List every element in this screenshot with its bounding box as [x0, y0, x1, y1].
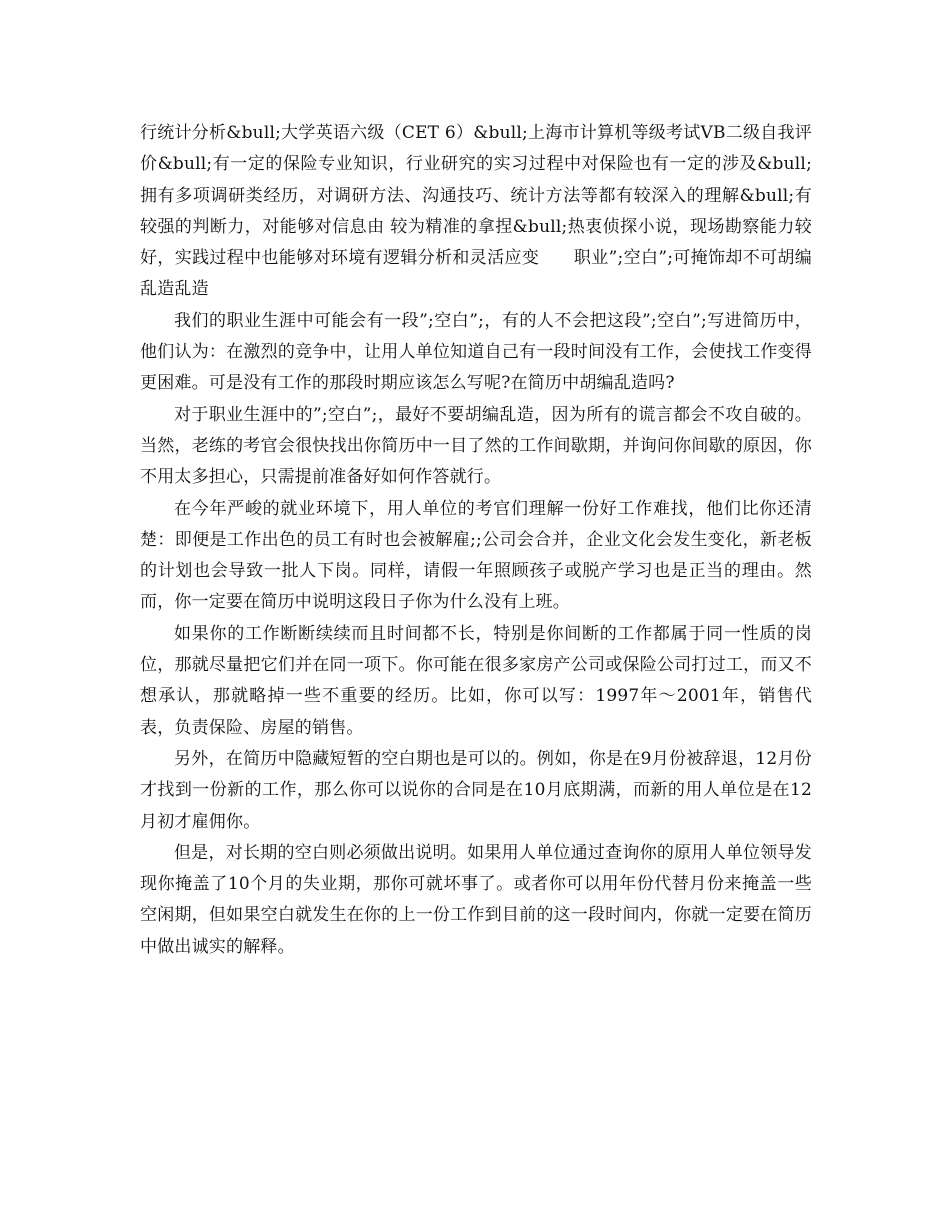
document-body — [140, 118, 812, 963]
paragraph-short-jobs: 如果你的工作断断续续而且时间都不长，特别是你间断的工作都属于同一性质的岗位，那就尽量把它们并在同一项下。你可能在很多家房产公司或保险公司打过工，而又不想承认，那就略掉一些不重要的经历。比如，你可以写：1997年～2001年，销售代表，负责保险、房屋的销售。 — [140, 623, 812, 738]
paragraph-short-gaps: 另外，在简历中隐藏短暂的空白期也是可以的。例如，你是在9月份被辞退，12月份才找到一份新的工作，那么你可以说你的合同是在10月底期满，而新的用人单位是在12月初才雇佣你。 — [140, 748, 812, 832]
paragraph-no-fabrication: 对于职业生涯中的”;空白”;，最好不要胡编乱造，因为所有的谎言都会不攻自破的。当然，老练的考官会很快找出你简历中一目了然的工作间歇期，并询问你间歇的原因，你不用太多担心，只需提前准备好如何作答就行。 — [140, 404, 812, 488]
paragraph-long-gaps: 但是，对长期的空白则必须做出说明。如果用人单位通过查询你的原用人单位领导发现你掩盖了10个月的失业期，那你可就坏事了。或者你可以用年份代替月份来掩盖一些空闲期，但如果空白就发生在你的上一份工作到目前的这一段时间内，你就一定要在简历中做出诚实的解释。 — [140, 842, 812, 957]
paragraph-career-gap-intro: 我们的职业生涯中可能会有一段”;空白”;，有的人不会把这段”;空白”;写进简历中，他们认为：在激烈的竞争中，让用人单位知道自己有一段时间没有工作，会使找工作变得更困难。可是没有工作的那段时期应该怎么写呢?在简历中胡编乱造吗? — [140, 310, 812, 394]
paragraph-job-market: 在今年严峻的就业环境下，用人单位的考官们理解一份好工作难找，他们比你还清楚：即便是工作出色的员工有时也会被解雇;;公司会合并，企业文化会发生变化，新老板的计划也会导致一批人下岗。同样，请假一年照顾孩子或脱产学习也是正当的理由。然而，你一定要在简历中说明这段日子你为什么没有上班。 — [140, 498, 812, 613]
paragraph-continuation: 行统计分析&bull;大学英语六级（CET 6）&bull;上海市计算机等级考试VB二级自我评价&bull;有一定的保险专业知识，行业研究的实习过程中对保险也有一定的涉及&bull;拥有多项调研类经历，对调研方法、沟通技巧、统计方法等都有较深入的理解&bull;有较强的判断力，对能够对信息由 较为精准的拿捏&bull;热衷侦探小说，现场勘察能力较好，实践过程中也能够对环境有逻辑分析和灵活应变 职业”;空白”;可掩饰却不可胡编乱造乱造 — [140, 123, 812, 300]
